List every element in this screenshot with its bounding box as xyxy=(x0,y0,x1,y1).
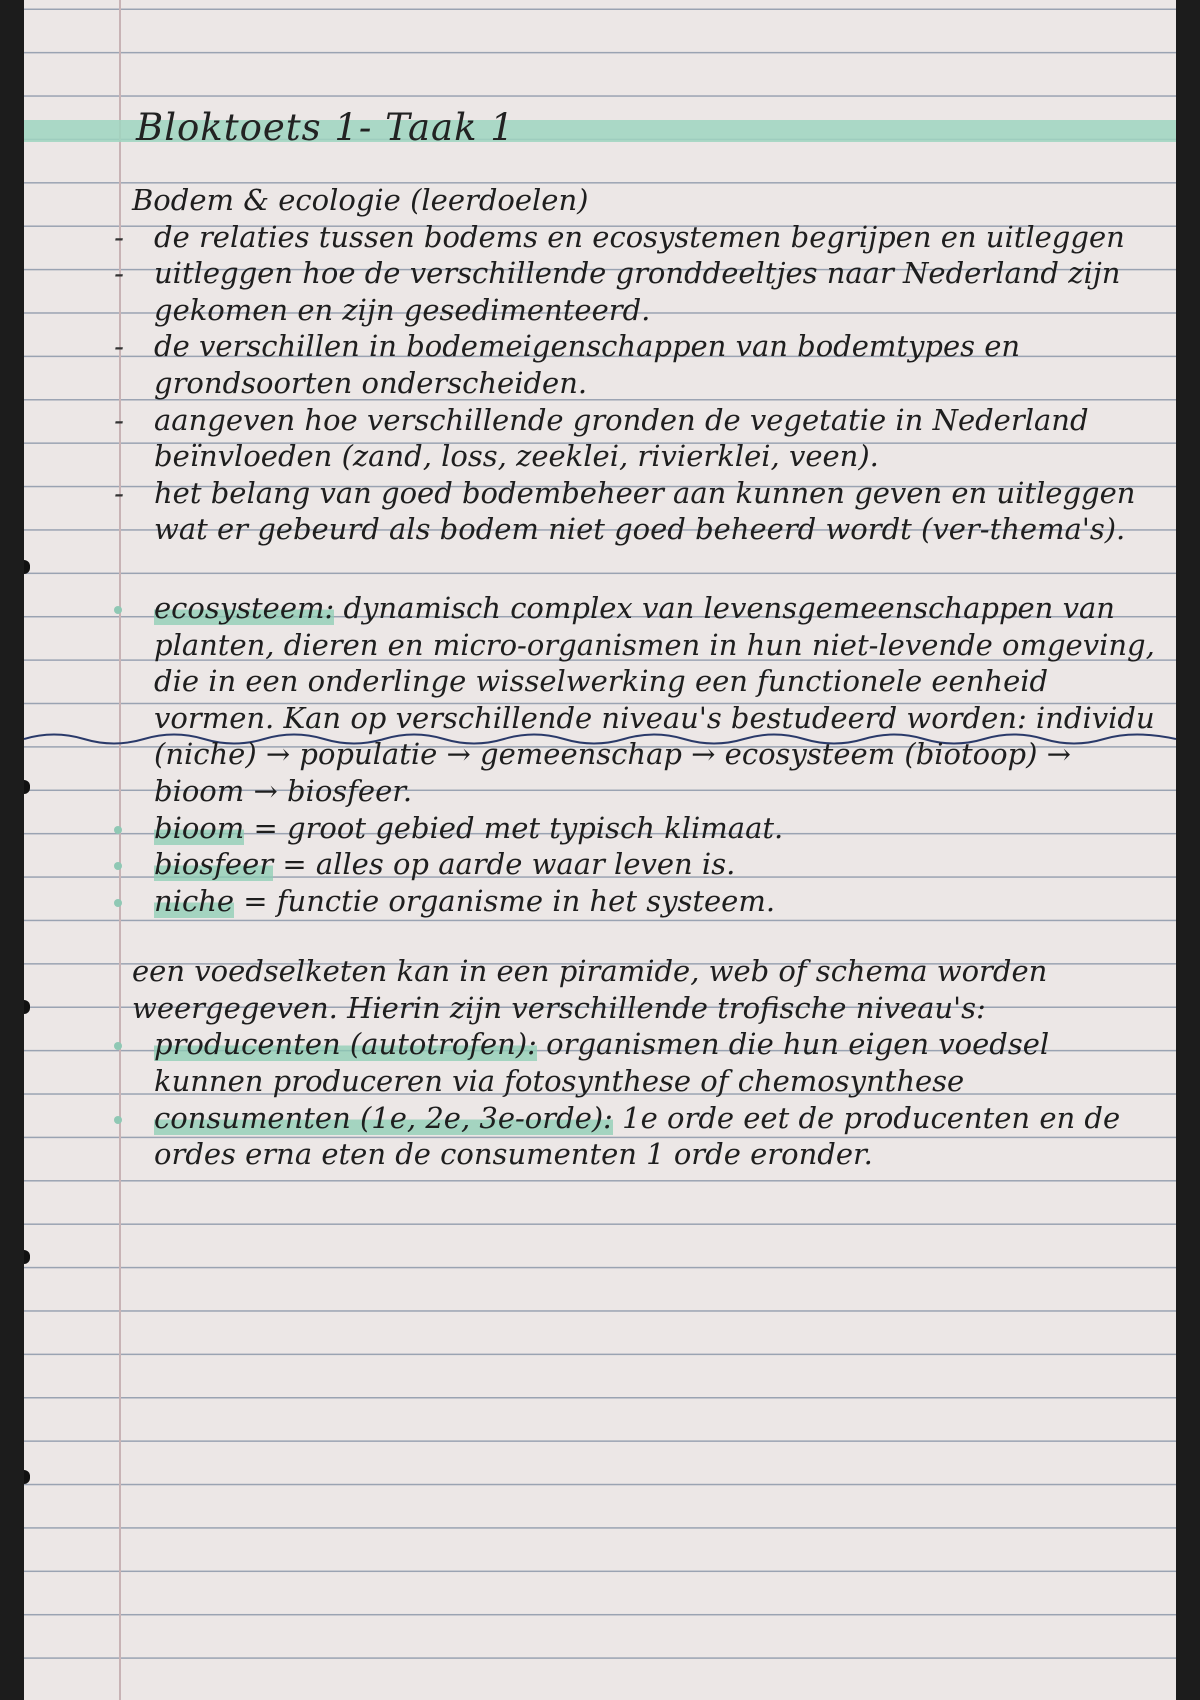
definition-term: consumenten (1e, 2e, 3e-orde): xyxy=(154,1100,613,1135)
punch-hole xyxy=(24,1000,30,1014)
punch-hole xyxy=(24,780,30,794)
definition-text: organismen die hun eigen voedsel kunnen produceren via fotosynthese of chemosynthese xyxy=(154,1027,1050,1099)
page-title: Bloktoets 1- Taak 1 xyxy=(136,106,515,149)
definition-text: dynamisch complex van levensgemeenschappen van planten, dieren en micro-organismen in hun niet-levende omgeving, die in een onderlinge wisselwerking een functionele eenheid vormen. Kan op verschillende niveau's bestudeerd worden: individu (niche) → populatie → gemeenschap → ecosysteem (biotoop) → bioom → biosfeer. xyxy=(154,590,1155,808)
definition-niche xyxy=(132,883,1162,920)
bullet-dot xyxy=(114,606,122,614)
dash-bullet: - xyxy=(114,219,124,254)
list-item xyxy=(114,475,1162,548)
definition-term: biosfeer xyxy=(154,847,274,882)
dash-bullet: - xyxy=(114,329,124,364)
bullet-dot xyxy=(114,899,122,907)
definition-term: producenten (autotrofen): xyxy=(154,1027,537,1062)
definition-term: niche xyxy=(154,883,235,918)
definition-biosfeer xyxy=(132,846,1162,883)
list-item xyxy=(114,255,1162,328)
foodchain-intro: een voedselketen kan in een piramide, web of schema worden weergegeven. Hierin zijn verschillende trofische niveau's: xyxy=(132,954,1048,1025)
section-heading: Bodem & ecologie (leerdoelen) xyxy=(132,183,589,217)
punch-hole xyxy=(24,1250,30,1264)
definition-ecosysteem xyxy=(132,590,1162,810)
list-item xyxy=(114,328,1162,401)
list-item xyxy=(114,402,1162,475)
definition-producenten xyxy=(132,1026,1162,1099)
punch-hole xyxy=(24,1470,30,1484)
definition-term: ecosysteem: xyxy=(154,590,335,625)
definition-text: 1e orde eet de producenten en de ordes erna eten de consumenten 1 orde eronder. xyxy=(154,1100,1121,1172)
dash-bullet: - xyxy=(114,475,124,510)
list-item-text: uitleggen hoe de verschillende gronddeeltjes naar Nederland zijn gekomen en zijn gesedimenteerd. xyxy=(154,256,1121,327)
punch-hole xyxy=(24,560,30,574)
definition-consumenten xyxy=(132,1100,1162,1173)
definition-text: = alles op aarde waar leven is. xyxy=(282,847,736,882)
definition-bioom xyxy=(132,810,1162,847)
list-item-text: het belang van goed bodembeheer aan kunnen geven en uitleggen wat er gebeurd als bodem niet goed beheerd wordt (ver-thema's). xyxy=(154,475,1136,547)
definition-text: = groot gebied met typisch klimaat. xyxy=(253,810,784,845)
bullet-dot xyxy=(114,826,122,834)
list-item-text: de verschillen in bodemeigenschappen van bodemtypes en grondsoorten onderscheiden. xyxy=(154,329,1021,400)
dash-bullet: - xyxy=(114,402,124,437)
list-item-text: aangeven hoe verschillende gronden de vegetatie in Nederland beïnvloeden (zand, loss, zeeklei, rivierklei, veen). xyxy=(154,402,1089,474)
list-item xyxy=(114,219,1162,256)
dash-bullet: - xyxy=(114,256,124,291)
notes-body xyxy=(114,182,1162,1173)
notebook-page xyxy=(24,0,1176,1700)
definition-text: = functie organisme in het systeem. xyxy=(243,883,776,918)
bullet-dot xyxy=(114,1116,122,1124)
list-item-text: de relaties tussen bodems en ecosystemen begrijpen en uitleggen xyxy=(154,219,1125,254)
definition-term: bioom xyxy=(154,810,245,845)
